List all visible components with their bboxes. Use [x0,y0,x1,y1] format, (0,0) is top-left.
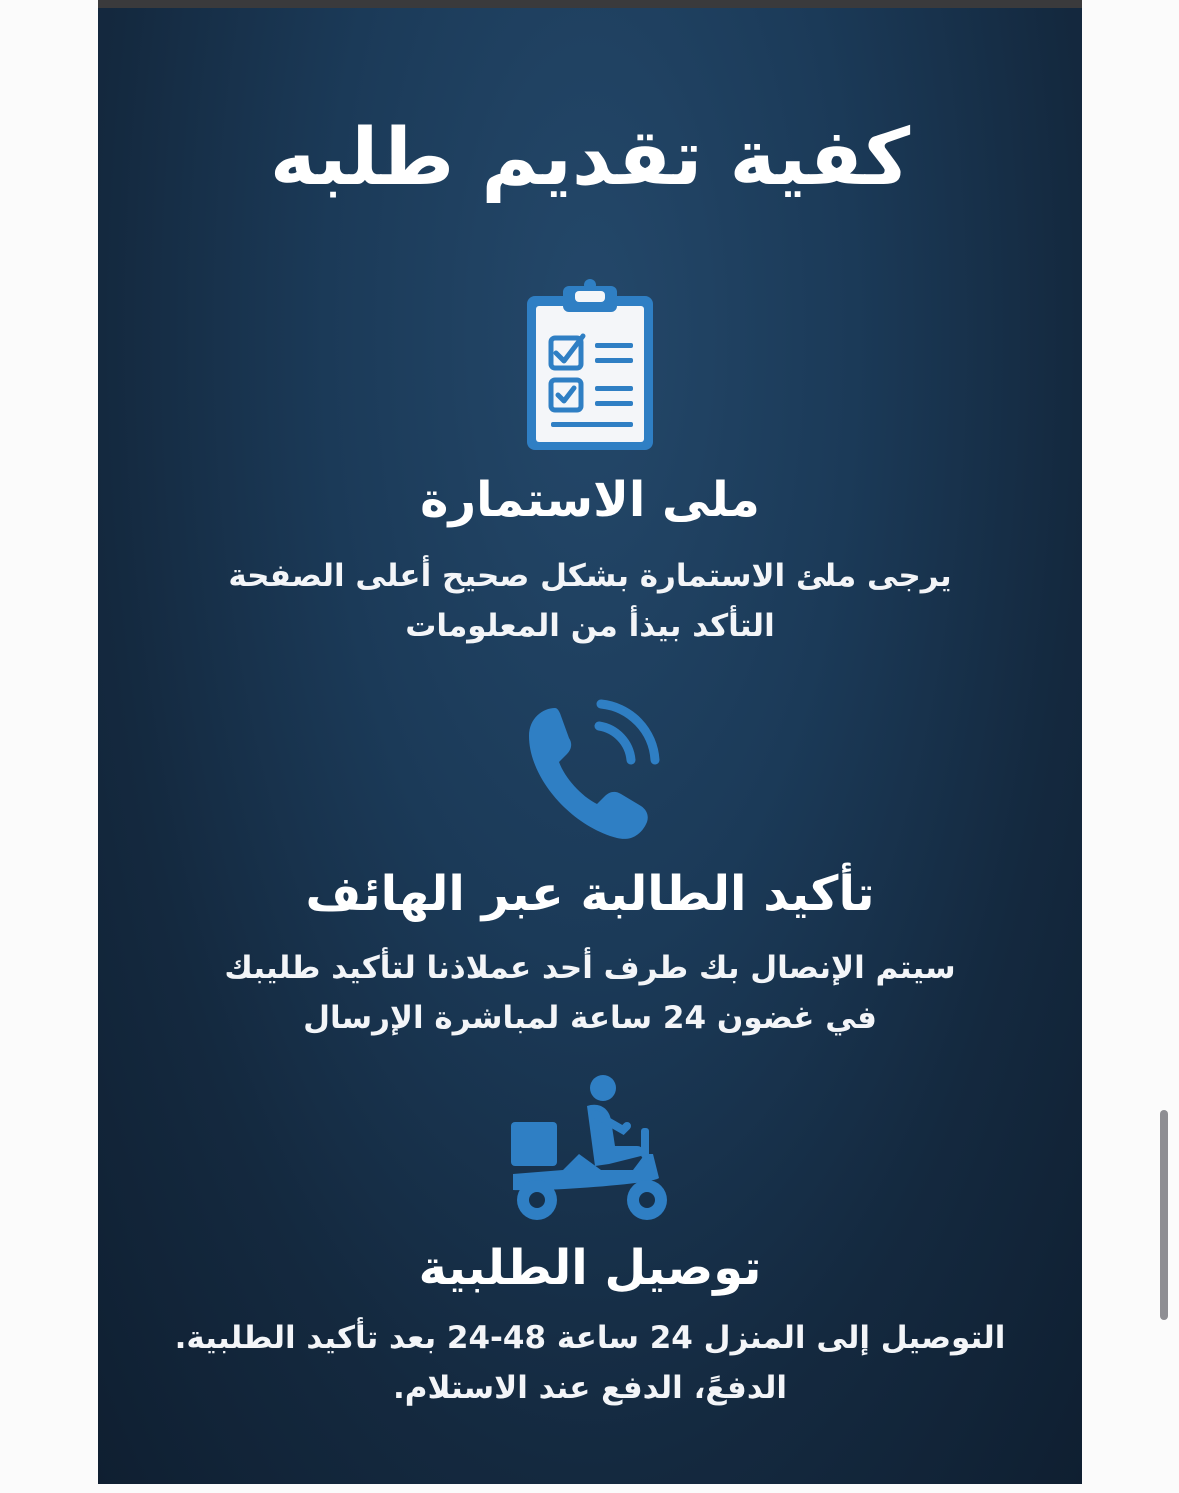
clipboard-checklist-icon [98,276,1082,456]
step-fill-form-title: ملى الاستمارة [420,472,760,528]
step-delivery-line-1: التوصيل إلى المنزل 24 ساعة 48-24 بعد تأكيد الطلبية. [174,1320,1006,1356]
step-fill-form-description [158,551,1022,651]
step-phone-confirm-description [158,943,1022,1043]
vertical-scrollbar[interactable] [1160,1110,1168,1320]
delivery-scooter-icon [98,1074,1082,1224]
step-delivery-title: توصيل الطلبية [418,1240,762,1296]
step-phone-confirm-line-1: سيتم الإنصال بك طرف أحد عملاذنا لتأكيد طليبك [224,950,956,986]
step-phone-confirm-title: تأكيد الطالبة عبر الهائف [305,866,875,922]
step-phone-confirm-line-2: في غضون 24 ساعة لمباشرة الإرسال [303,1000,877,1036]
step-fill-form-line-2: التأكد بيذأ من المعلومات [405,608,775,644]
step-fill-form-line-1: يرجى ملئ الاستمارة بشكل صحيح أعلى الصفحة [228,558,952,594]
step-delivery-line-2: الدفعً، الدفع عند الاستلام. [392,1370,788,1406]
bottom-margin [98,1484,1082,1493]
phone-call-icon [98,698,1082,848]
step-delivery-description [158,1313,1022,1413]
poster-title: كفية تقديم طلبه [269,113,911,203]
top-edge-strip [98,0,1082,8]
order-steps-poster [98,8,1082,1484]
